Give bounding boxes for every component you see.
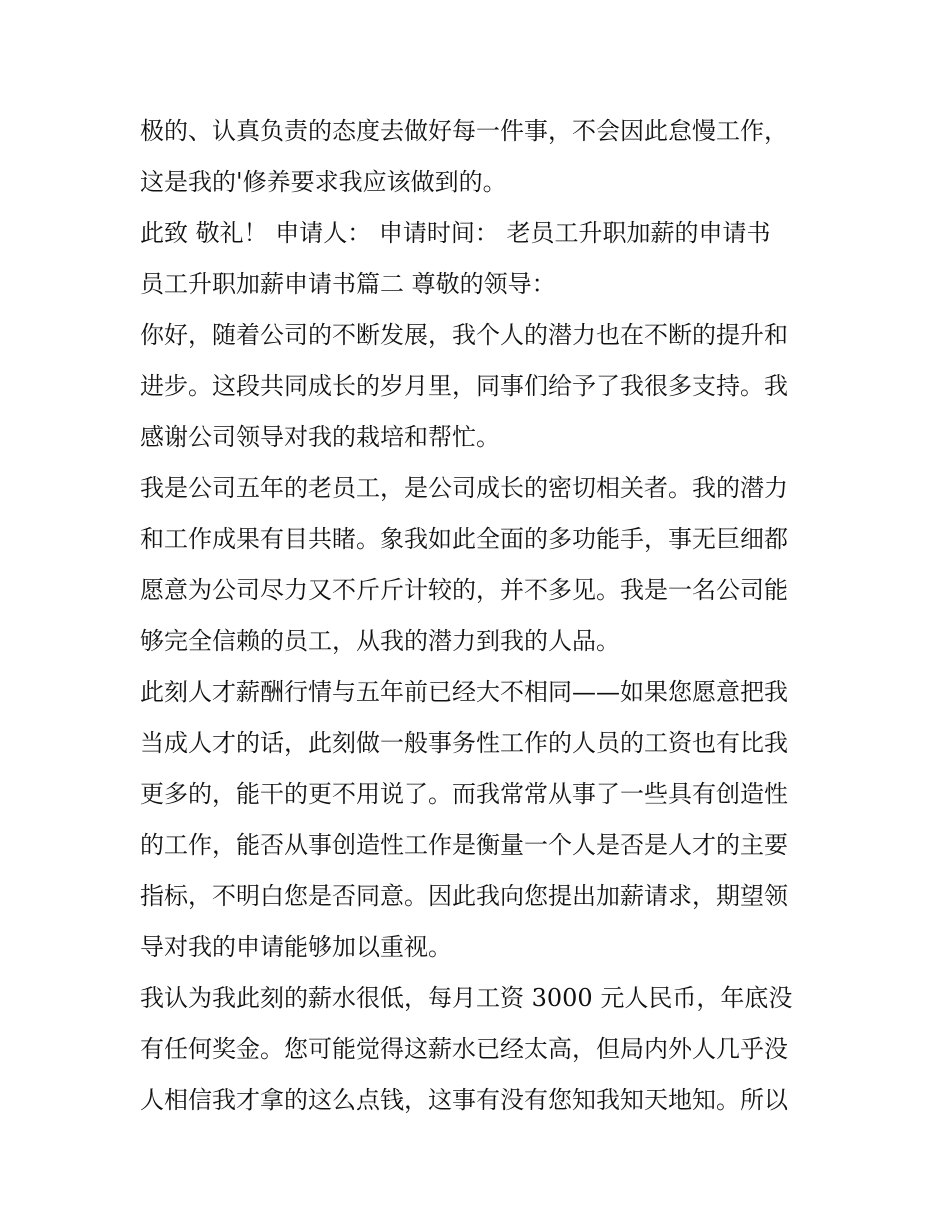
text-line: 指标，不明白您是否同意。因此我向您提出加薪请求，期望领 xyxy=(140,882,788,910)
text-line: 我是公司五年的老员工，是公司成长的密切相关者。我的潜力 xyxy=(140,474,788,502)
text-line: 我认为我此刻的薪水很低，每月工资 3000 元人民币，年底没 xyxy=(140,984,793,1012)
text-line: 够完全信赖的员工，从我的潜力到我的人品。 xyxy=(140,627,620,655)
text-line: 员工升职加薪申请书篇二 尊敬的领导： xyxy=(140,270,556,298)
text-line: 进步。这段共同成长的岁月里，同事们给予了我很多支持。我 xyxy=(140,372,788,400)
text-line: 愿意为公司尽力又不斤斤计较的，并不多见。我是一名公司能 xyxy=(140,576,788,604)
text-line: 感谢公司领导对我的栽培和帮忙。 xyxy=(140,423,500,451)
text-line: 此刻人才薪酬行情与五年前已经大不相同——如果您愿意把我 xyxy=(140,678,788,706)
text-line: 和工作成果有目共睹。象我如此全面的多功能手，事无巨细都 xyxy=(140,525,788,553)
text-line: 这是我的'修养要求我应该做到的。 xyxy=(140,168,507,196)
text-line: 人相信我才拿的这么点钱，这事有没有您知我知天地知。所以 xyxy=(140,1086,788,1114)
text-line: 极的、认真负责的态度去做好每一件事，不会因此怠慢工作， xyxy=(140,117,788,145)
text-line: 你好，随着公司的不断发展，我个人的潜力也在不断的提升和 xyxy=(140,321,788,349)
text-line: 当成人才的话，此刻做一般事务性工作的人员的工资也有比我 xyxy=(140,729,788,757)
document-body xyxy=(140,106,820,1126)
text-line: 导对我的申请能够加以重视。 xyxy=(140,933,452,961)
text-line: 更多的，能干的更不用说了。而我常常从事了一些具有创造性 xyxy=(140,780,788,808)
text-line: 此致 敬礼！ 申请人： 申请时间： 老员工升职加薪的申请书 xyxy=(140,219,771,247)
text-line: 有任何奖金。您可能觉得这薪水已经太高，但局内外人几乎没 xyxy=(140,1035,788,1063)
text-line: 的工作，能否从事创造性工作是衡量一个人是否是人才的主要 xyxy=(140,831,788,859)
